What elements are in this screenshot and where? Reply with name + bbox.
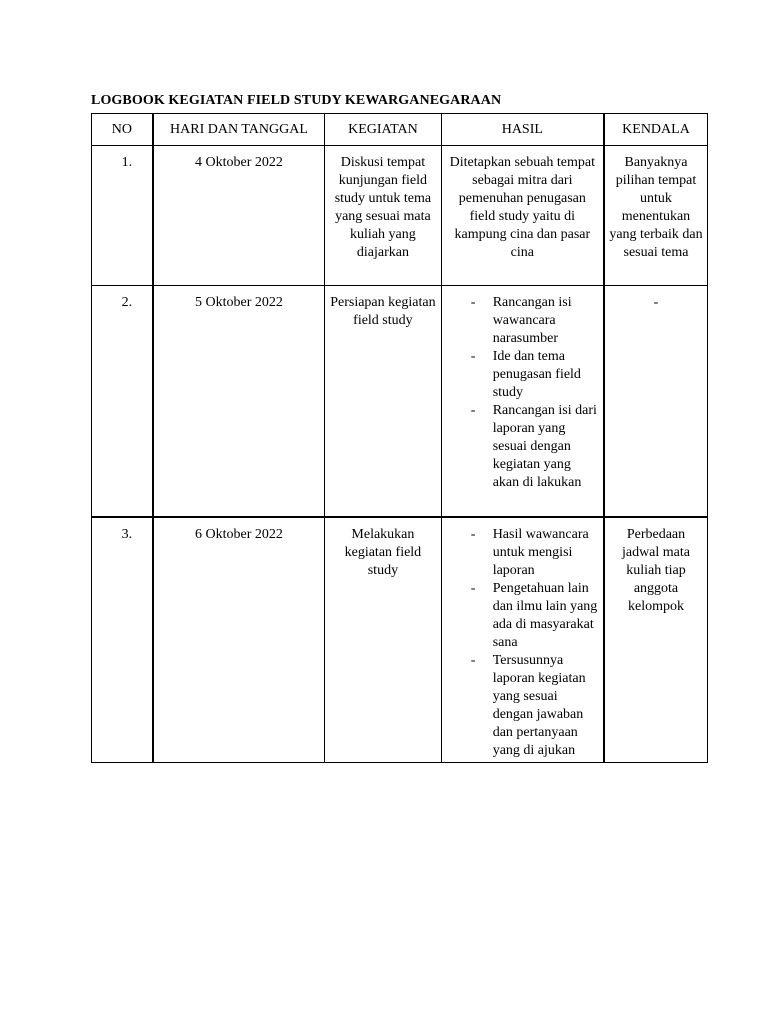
cell-activity: Diskusi tempat kunjungan field study untuk tema yang sesuai mata kuliah yang diajarkan <box>325 146 442 286</box>
cell-date: 5 Oktober 2022 <box>153 286 325 518</box>
list-item <box>442 402 599 492</box>
header-activity: KEGIATAN <box>325 114 442 146</box>
list-item <box>442 526 599 580</box>
bullet-dash: - <box>470 403 476 418</box>
list-item-text: Hasil wawancara untuk mengisi laporan <box>492 527 589 578</box>
cell-result <box>441 286 604 518</box>
page-title: LOGBOOK KEGIATAN FIELD STUDY KEWARGANEGARAAN <box>91 93 502 108</box>
cell-no: 1. <box>92 146 153 286</box>
list-item-text: Pengetahuan lain dan ilmu lain yang ada di masyarakat sana <box>492 581 598 650</box>
cell-result: Ditetapkan sebuah tempat sebagai mitra dari pemenuhan penugasan field study yaitu di kampung cina dan pasar cina <box>441 146 604 286</box>
result-list <box>442 526 599 760</box>
cell-result <box>441 517 604 763</box>
table-row <box>92 517 708 763</box>
bullet-dash: - <box>470 295 476 310</box>
list-item-text: Rancangan isi dari laporan yang sesuai dengan kegiatan yang akan di lakukan <box>492 403 597 490</box>
cell-no: 2. <box>92 286 153 518</box>
cell-activity: Persiapan kegiatan field study <box>325 286 442 518</box>
cell-issue: - <box>604 286 708 518</box>
cell-activity: Melakukan kegiatan field study <box>325 517 442 763</box>
list-item-text: Rancangan isi wawancara narasumber <box>492 295 572 346</box>
result-list <box>442 294 599 492</box>
header-issue: KENDALA <box>604 114 708 146</box>
cell-date: 6 Oktober 2022 <box>153 517 325 763</box>
header-date: HARI DAN TANGGAL <box>153 114 325 146</box>
table-header-row <box>92 114 708 146</box>
list-item <box>442 348 599 402</box>
bullet-dash: - <box>470 653 476 668</box>
bullet-dash: - <box>470 349 476 364</box>
list-item-text: Ide dan tema penugasan field study <box>492 349 581 400</box>
logbook-table <box>91 113 708 763</box>
table-row <box>92 146 708 286</box>
list-item <box>442 652 599 760</box>
cell-no: 3. <box>92 517 153 763</box>
header-result: HASIL <box>441 114 604 146</box>
bullet-dash: - <box>470 581 476 596</box>
list-item-text: Tersusunnya laporan kegiatan yang sesuai dengan jawaban dan pertanyaan yang di ajukan <box>492 653 586 758</box>
cell-issue: Perbedaan jadwal mata kuliah tiap anggota kelompok <box>604 517 708 763</box>
cell-date: 4 Oktober 2022 <box>153 146 325 286</box>
list-item <box>442 580 599 652</box>
header-no: NO <box>92 114 153 146</box>
cell-issue: Banyaknya pilihan tempat untuk menentukan yang terbaik dan sesuai tema <box>604 146 708 286</box>
table-row <box>92 286 708 518</box>
list-item <box>442 294 599 348</box>
bullet-dash: - <box>470 527 476 542</box>
